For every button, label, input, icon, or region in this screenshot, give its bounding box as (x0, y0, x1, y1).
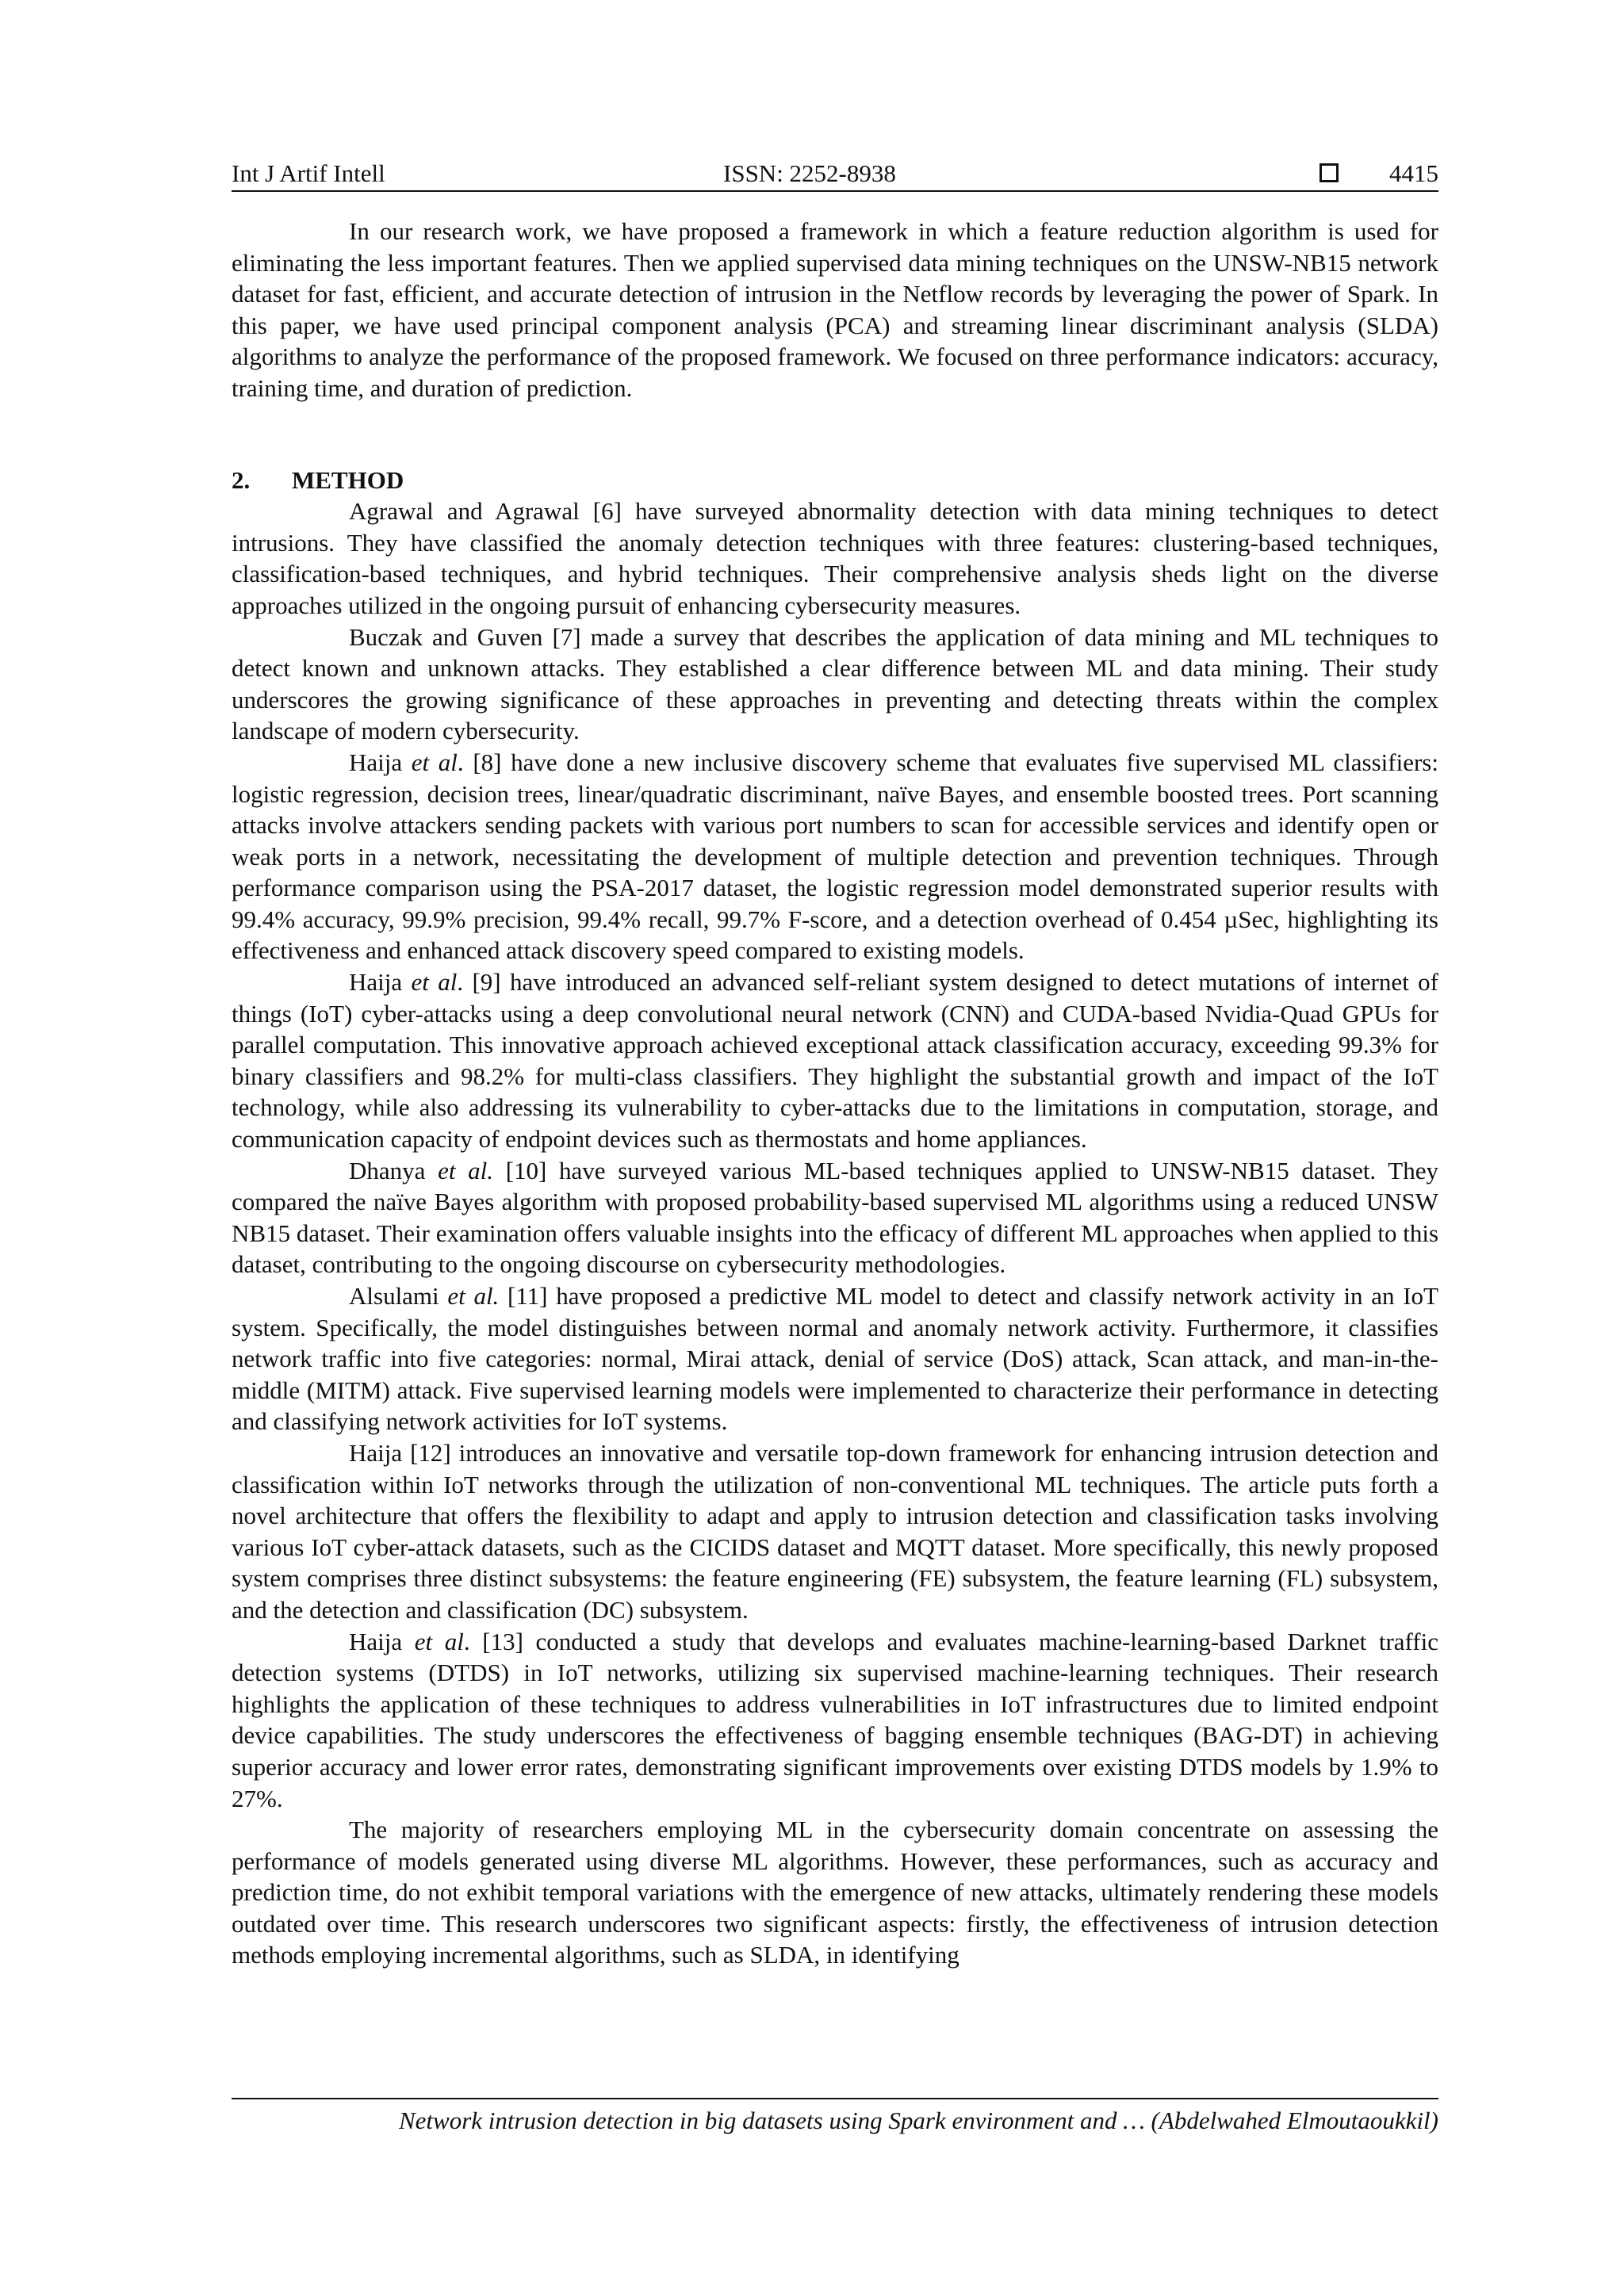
paragraph-alsulami: Alsulami et al. [11] have proposed a predictive ML model to detect and classify network activity in an IoT system. Specifically, the model distinguishes between normal and anomaly network activity. Furthermore, it classifies network traffic into five categories: normal, Mirai attack, denial of service (DoS) attack, Scan attack, and man-in-the-middle (MITM) attack. Five supervised learning models were implemented to characterize their performance in detecting and classifying network activities for IoT systems. (232, 1282, 1438, 1436)
section-heading (232, 465, 1438, 496)
paragraph-majority: The majority of researchers employing ML in the cybersecurity domain concentrate on assessing the performance of models generated using diverse ML algorithms. However, these performances, such as accuracy and prediction time, do not exhibit temporal variations with the emergence of new attacks, ultimately rendering these models outdated over time. This research underscores two significant aspects: firstly, the effectiveness of intrusion detection methods employing incremental algorithms, such as SLDA, in identifying (232, 1816, 1438, 1969)
journal-name: Int J Artif Intell (232, 159, 385, 187)
section-title: METHOD (292, 465, 404, 494)
paragraph-haija-9: Haija et al. [9] have introduced an advanced self-reliant system designed to detect mutations of internet of things (IoT) cyber-attacks using a deep convolutional neural network (CNN) and CUDA-based Nvidia-Quad GPUs for parallel computation. This innovative approach achieved exceptional attack classification accuracy, exceeding 99.3% for binary classifiers and 98.2% for multi-class classifiers. They highlight the substantial growth and impact of the IoT technology, while also addressing its vulnerability to cyber-attacks due to the limitations in computation, storage, and communication capacity of endpoint devices such as thermostats and home appliances. (232, 968, 1438, 1154)
header-rule (232, 190, 1438, 192)
intro-paragraph: In our research work, we have proposed a framework in which a feature reduction algorithm is used for eliminating the less important features. Then we applied supervised data mining techniques on the UNSW-NB15 network dataset for fast, efficient, and accurate detection of intrusion in the Netflow records by leveraging the power of Spark. In this paper, we have used principal component analysis (PCA) and streaming linear discriminant analysis (SLDA) algorithms to analyze the performance of the proposed framework. We focused on three performance indicators: accuracy, training time, and duration of prediction. (232, 217, 1438, 402)
footer-rule (232, 2098, 1438, 2099)
paragraph-buczak: Buczak and Guven [7] made a survey that describes the application of data mining and ML techniques to detect known and unknown attacks. They established a clear difference between ML and data mining. Their study underscores the growing significance of these approaches in preventing and detecting threats within the complex landscape of modern cybersecurity. (232, 622, 1438, 745)
section-number: 2. (232, 465, 251, 494)
page-number: 4415 (1389, 159, 1438, 187)
paragraph-haija-13: Haija et al. [13] conducted a study that develops and evaluates machine-learning-based Darknet traffic detection systems (DTDS) in IoT networks, utilizing six supervised machine-learning techniques. Their research highlights the application of these techniques to address vulnerabilities in IoT infrastructures due to limited endpoint device capabilities. The study underscores the effectiveness of bagging ensemble techniques (BAG-DT) in achieving superior accuracy and lower error rates, demonstrating significant improvements over existing DTDS models by 1.9% to 27%. (232, 1627, 1438, 1812)
paragraph-haija-12: Haija [12] introduces an innovative and versatile top-down framework for enhancing intrusion detection and classification within IoT networks through the utilization of non-conventional ML techniques. The article puts forth a novel architecture that offers the flexibility to adapt and apply to intrusion detection and classification tasks involving various IoT cyber-attack datasets, such as the CICIDS dataset and MQTT dataset. More specifically, this newly proposed system comprises three distinct subsystems: the feature engineering (FE) subsystem, the feature learning (FL) subsystem, and the detection and classification (DC) subsystem. (232, 1438, 1438, 1624)
paragraph-dhanya: Dhanya et al. [10] have surveyed various ML-based techniques applied to UNSW-NB15 dataset. They compared the naïve Bayes algorithm with proposed probability-based supervised ML algorithms using a reduced UNSW NB15 dataset. Their examination offers valuable insights into the efficacy of different ML approaches when applied to this dataset, contributing to the ongoing discourse on cybersecurity methodologies. (232, 1156, 1439, 1279)
square-box-icon (1320, 163, 1339, 182)
issn: ISSN: 2252-8938 (723, 159, 896, 187)
article-body (232, 216, 1438, 1971)
paragraph-haija-8: Haija et al. [8] have done a new inclusive discovery scheme that evaluates five supervised ML classifiers: logistic regression, decision trees, linear/quadratic discriminant, naïve Bayes, and ensemble boosted trees. Port scanning attacks involve attackers sending packets with various port numbers to scan for accessible services and identify open or weak ports in a network, necessitating the development of multiple detection and prevention techniques. Through performance comparison using the PSA-2017 dataset, the logistic regression model demonstrated superior results with 99.4% accuracy, 99.9% precision, 99.4% recall, 99.7% F-score, and a detection overhead of 0.454 µSec, highlighting its effectiveness and enhanced attack discovery speed compared to existing models. (232, 748, 1438, 965)
page-header (232, 157, 1438, 190)
running-footer: Network intrusion detection in big datasets using Spark environment and … (Abdelwahed Elmoutaoukkil) (398, 2107, 1438, 2134)
paragraph-agrawal: Agrawal and Agrawal [6] have surveyed abnormality detection with data mining techniques to detect intrusions. They have classified the anomaly detection techniques with three features: clustering-based techniques, classification-based techniques, and hybrid techniques. Their comprehensive analysis sheds light on the diverse approaches utilized in the ongoing pursuit of enhancing cybersecurity measures. (232, 497, 1438, 619)
